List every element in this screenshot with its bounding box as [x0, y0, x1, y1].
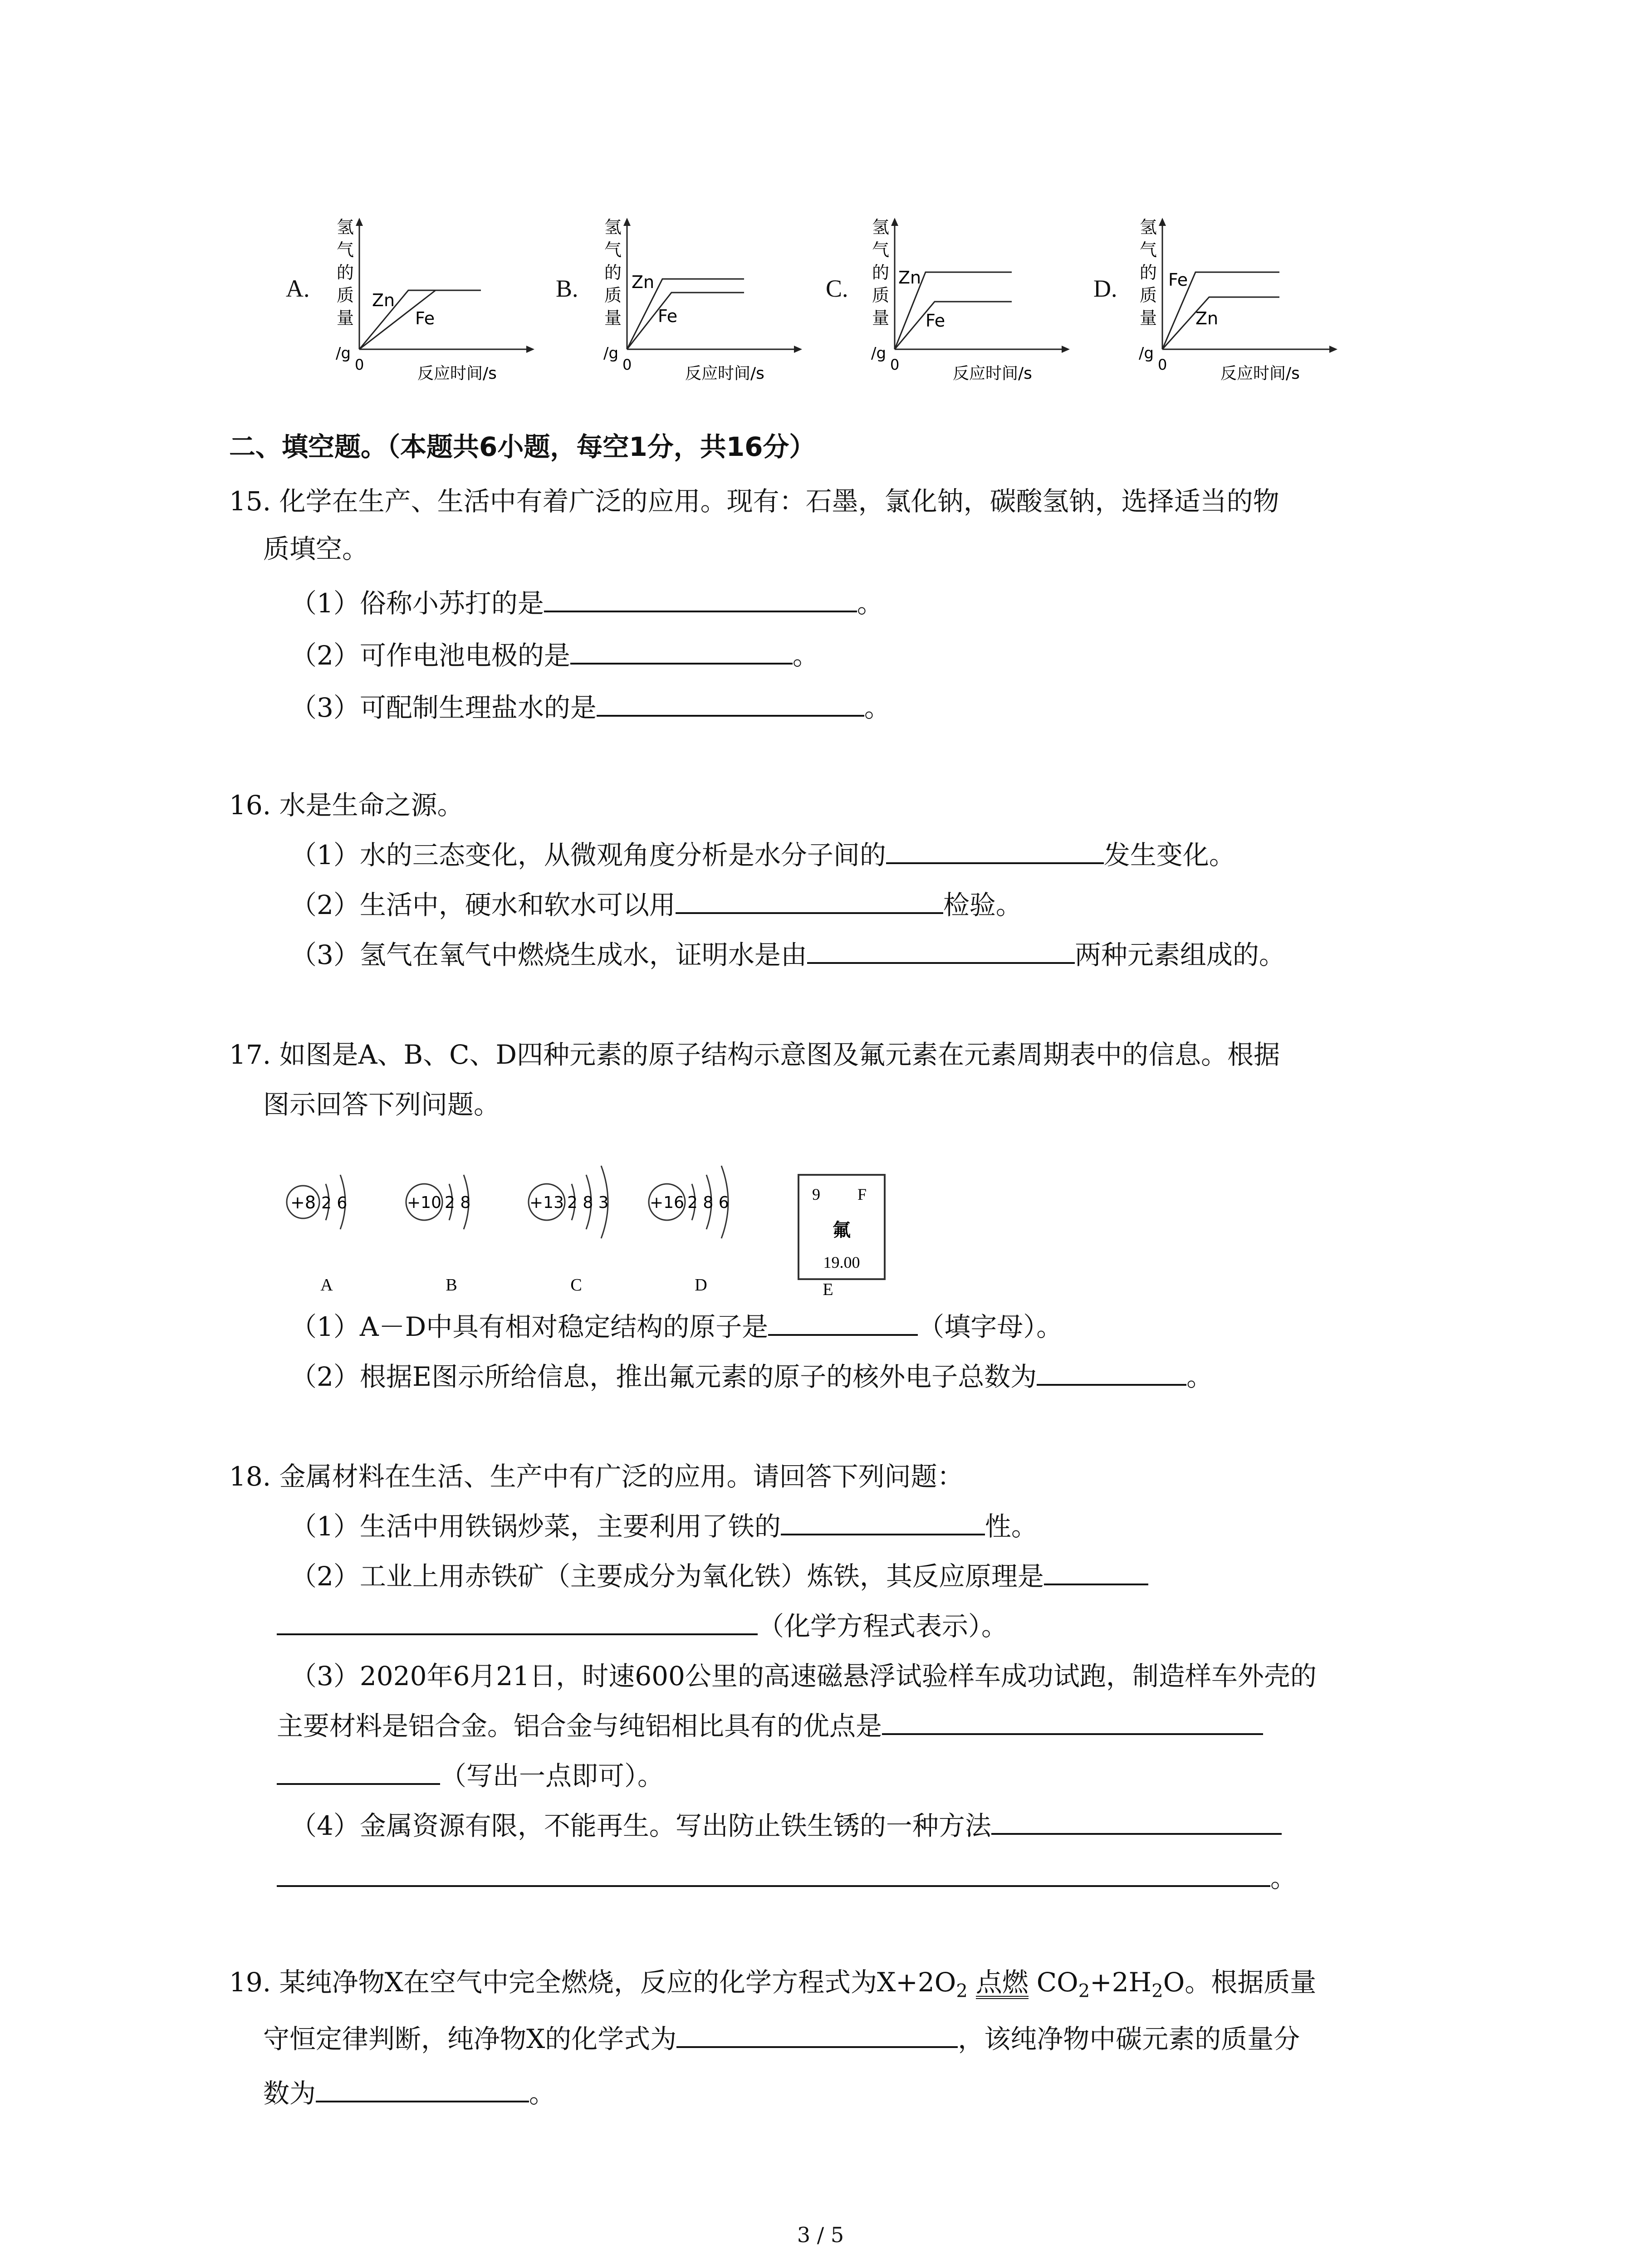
y-unit: /g — [336, 344, 351, 362]
y-axis-char: 质 — [337, 285, 354, 305]
reaction-condition: 点燃 — [976, 1969, 1029, 1999]
section-title: 二、填空题。（本题共6小题，每空1分，共16分） — [229, 431, 816, 462]
answer-blank[interactable] — [1037, 1359, 1186, 1386]
q17-part2: （2）根据E图示所给信息，推出氟元素的原子的核外电子总数为 。 — [290, 1359, 1213, 1395]
y-axis-char: 的 — [604, 263, 622, 283]
q16-part2: （2）生活中，硬水和软水可以用 检验。 — [290, 887, 1022, 923]
q19-line1: 19. 某纯净物X在空气中完全燃烧，反应的化学方程式为$X+2O_2$ 点燃 $CO_2+2H_2O$。根据质量 — [229, 1967, 1317, 2002]
origin-label: 0 — [622, 356, 632, 373]
y-unit: /g — [871, 344, 887, 362]
q15-part3: （3）可配制生理盐水的是 。 — [290, 689, 891, 726]
q17-stem-line2: 图示回答下列问题。 — [263, 1089, 500, 1120]
shell-electrons: 2 8 6 — [687, 1193, 729, 1212]
bottom-curve-label: Zn — [1195, 308, 1219, 328]
answer-blank[interactable] — [991, 1808, 1282, 1835]
answer-blank[interactable] — [544, 585, 857, 612]
element-card-fluorine — [798, 1175, 885, 1299]
y-axis-label — [872, 217, 889, 328]
atomic-number: 9 — [812, 1185, 820, 1203]
atomic-mass: 19.00 — [823, 1253, 860, 1271]
answer-blank[interactable] — [1044, 1558, 1148, 1585]
answer-blank[interactable] — [597, 689, 864, 717]
q18-part1: （1）生活中用铁锅炒菜，主要利用了铁的 性。 — [290, 1508, 1038, 1545]
q18-part3-line1: （3）2020年6月21日，时速600公里的高速磁悬浮试验样车成功试跑，制造样车外壳的 — [290, 1661, 1317, 1691]
answer-blank[interactable] — [886, 837, 1104, 864]
q16-part3: （3）氢气在氧气中燃烧生成水，证明水是由 两种元素组成的。 — [290, 937, 1285, 973]
top-curve-label: Zn — [372, 290, 395, 310]
element-label: E — [823, 1280, 833, 1299]
q18-part4-line1: （4）金属资源有限，不能再生。写出防止铁生锈的一种方法 — [290, 1808, 1282, 1844]
y-axis-char: 气 — [1140, 240, 1157, 260]
bottom-curve-label: Fe — [415, 308, 435, 328]
option-a-graph — [327, 213, 544, 386]
x-axis-label: 反应时间/s — [685, 364, 764, 383]
atom-a — [287, 1175, 347, 1295]
q18-part3-line2: 主要材料是铝合金。铝合金与纯铝相比具有的优点是 — [277, 1708, 1263, 1744]
y-axis-char: 的 — [337, 263, 354, 283]
nucleus-charge: +8 — [290, 1193, 316, 1212]
y-axis-label — [1140, 217, 1157, 328]
y-axis-char: 气 — [604, 240, 622, 260]
origin-label: 0 — [1158, 356, 1167, 373]
nucleus-charge: +16 — [650, 1193, 684, 1212]
answer-blank[interactable] — [882, 1708, 1263, 1735]
origin-label: 0 — [890, 356, 900, 373]
answer-blank[interactable] — [781, 1508, 985, 1535]
q18-stem: 18. 金属材料在生活、生产中有广泛的应用。请回答下列问题： — [229, 1461, 964, 1492]
y-unit: /g — [603, 344, 619, 362]
answer-blank[interactable] — [277, 1758, 440, 1785]
answer-blank[interactable] — [768, 1309, 918, 1336]
q18-part3-line3: （写出一点即可）。 — [277, 1758, 664, 1794]
atom-structure-diagrams — [272, 1134, 953, 1306]
y-axis-char: 量 — [604, 308, 622, 328]
element-symbol: F — [857, 1185, 867, 1203]
option-c-graph — [862, 213, 1080, 386]
q19-line3: 数为 。 — [263, 2075, 555, 2112]
y-axis-char: 量 — [872, 308, 890, 328]
shell-electrons: 2 8 3 — [567, 1193, 609, 1212]
atom-b — [406, 1175, 470, 1295]
answer-blank[interactable] — [277, 1608, 758, 1635]
x-axis-label: 反应时间/s — [417, 364, 497, 383]
option-d-letter: D. — [1093, 275, 1117, 302]
q19-line2: 守恒定律判断，纯净物X的化学式为 ，该纯净物中碳元素的质量分 — [263, 2021, 1300, 2057]
q16-stem: 16. 水是生命之源。 — [229, 790, 464, 821]
y-axis-char: 量 — [1140, 308, 1157, 328]
y-axis-char: 氢 — [604, 217, 622, 237]
x-axis-label: 反应时间/s — [953, 364, 1032, 383]
answer-blank[interactable] — [676, 2021, 958, 2048]
q15-stem-line1: 15. 化学在生产、生活中有着广泛的应用。现有：石墨，氯化钠，碳酸氢钠，选择适当的物 — [229, 486, 1279, 517]
y-axis-label — [337, 217, 354, 328]
q18-part4-line2: 。 — [277, 1860, 1297, 1896]
top-curve-label: Zn — [632, 272, 655, 292]
y-axis-label — [604, 217, 622, 328]
y-axis-char: 氢 — [1140, 217, 1157, 237]
y-unit: /g — [1139, 344, 1154, 362]
nucleus-charge: +13 — [529, 1193, 564, 1212]
q18-part2-line2: （化学方程式表示）。 — [277, 1608, 1008, 1644]
y-axis-char: 气 — [337, 240, 354, 260]
option-b-letter: B. — [556, 275, 578, 302]
q18-part2-line1: （2）工业上用赤铁矿（主要成分为氧化铁）炼铁，其反应原理是 — [290, 1558, 1148, 1594]
q15-stem-line2: 质填空。 — [263, 533, 369, 564]
q15-part1: （1）俗称小苏打的是 。 — [290, 585, 883, 621]
atom-c — [529, 1166, 609, 1295]
y-axis-char: 氢 — [872, 217, 890, 237]
y-axis-char: 的 — [872, 263, 890, 283]
y-axis-char: 的 — [1140, 263, 1157, 283]
y-axis-char: 氢 — [337, 217, 354, 237]
x-axis-label: 反应时间/s — [1220, 364, 1300, 383]
y-axis-char: 量 — [337, 308, 354, 328]
y-axis-char: 质 — [604, 285, 622, 305]
option-b-graph — [594, 213, 812, 386]
answer-blank[interactable] — [676, 887, 943, 914]
answer-blank[interactable] — [807, 937, 1075, 964]
y-axis-char: 质 — [1140, 285, 1157, 305]
shell-electrons: 2 8 — [445, 1193, 471, 1212]
nucleus-charge: +10 — [407, 1193, 441, 1212]
q16-part1: （1）水的三态变化，从微观角度分析是水分子间的 发生变化。 — [290, 837, 1235, 873]
answer-blank[interactable] — [277, 1860, 1270, 1887]
origin-label: 0 — [355, 356, 364, 373]
atom-label: D — [695, 1276, 707, 1295]
answer-blank[interactable] — [570, 637, 793, 665]
y-axis-char: 气 — [872, 240, 890, 260]
y-axis-char: 质 — [872, 285, 890, 305]
bottom-curve-label: Fe — [926, 311, 945, 331]
bottom-curve-label: Fe — [658, 306, 678, 326]
option-c-letter: C. — [826, 275, 848, 302]
atom-label: A — [320, 1276, 333, 1295]
top-curve-label: Zn — [898, 268, 921, 288]
atom-label: B — [446, 1276, 457, 1295]
top-curve-label: Fe — [1168, 270, 1188, 290]
q17-stem-line1: 17. 如图是A、B、C、D四种元素的原子结构示意图及氟元素在元素周期表中的信息。根据 — [229, 1039, 1280, 1070]
option-d-graph — [1130, 213, 1347, 386]
answer-blank[interactable] — [316, 2075, 529, 2102]
q15-part2: （2）可作电池电极的是 。 — [290, 637, 819, 674]
atom-label: C — [570, 1276, 582, 1295]
atom-d — [649, 1166, 729, 1295]
page-number: 3 / 5 — [797, 2223, 844, 2247]
option-a-letter: A. — [286, 275, 310, 302]
q17-part1: （1）A－D中具有相对稳定结构的原子是 （填字母）。 — [290, 1309, 1063, 1345]
shell-electrons: 2 6 — [321, 1194, 348, 1212]
element-name: 氟 — [833, 1220, 851, 1241]
